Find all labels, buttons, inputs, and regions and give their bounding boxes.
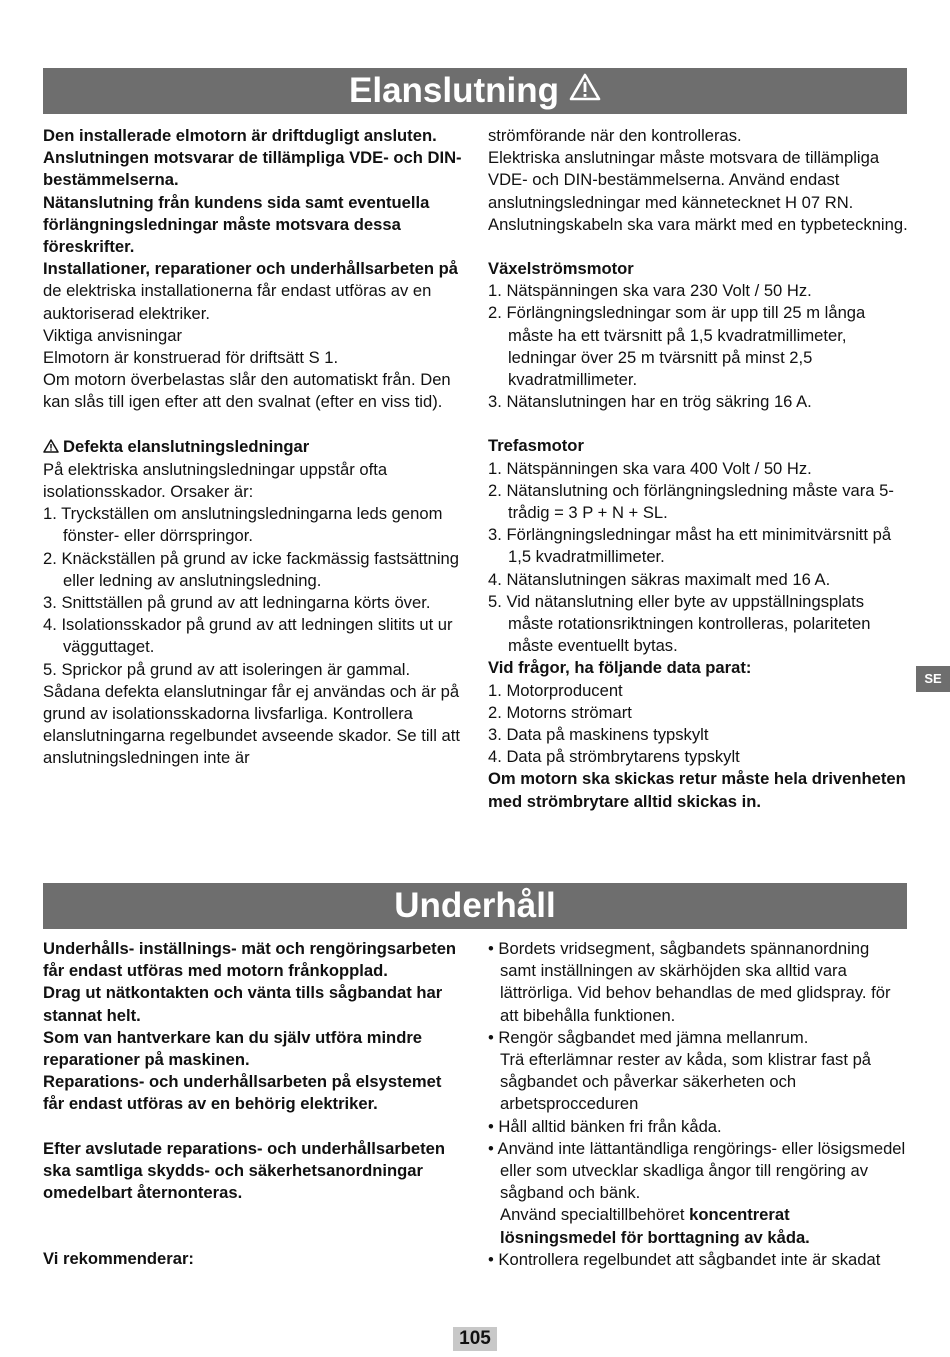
list-item: 3. Förlängningsledningar måst ha ett minimitvärsnitt på 1,5 kvadratmillimeter.	[488, 525, 892, 567]
paragraph: Använd specialtillbehöret koncentrerat lösningsmedel för borttagning av kåda.	[500, 1205, 810, 1247]
paragraph: strömförande när den kontrolleras.	[488, 126, 742, 145]
paragraph: Elektriska anslutningar måste motsvara de tillämpliga VDE- och DIN-bestämmelserna. Använd endast anslutningsledningar med kännetecknet H 07 RN. Anslutningskabeln ska vara märkt med en typbeteckning.	[488, 148, 908, 234]
return-note: Om motorn ska skickas retur måste hela drivenheten med strömbrytare alltid skickas in.	[488, 769, 906, 811]
warning-icon	[43, 437, 59, 459]
list-item: 5. Sprickor på grund av att isoleringen är gammal.	[43, 659, 411, 679]
paragraph: Trä efterlämnar rester av kåda, som klistrar fast på sågbandet och påverkar säkerheten och arbetsprocceduren	[500, 1050, 872, 1114]
list-item: 1. Motorproducent	[488, 680, 623, 700]
list-item: 1. Nätspänningen ska vara 400 Volt / 50 Hz.	[488, 458, 812, 478]
list-item: • Kontrollera regelbundet att sågbandet inte är skadat	[488, 1249, 881, 1269]
list-item: • Håll alltid bänken fri från kåda.	[488, 1116, 722, 1136]
list-item: 3. Nätanslutningen har en trög säkring 16 A.	[488, 392, 812, 412]
list-item: 4. Data på strömbrytarens typskylt	[488, 747, 740, 767]
list-item: • Rengör sågbandet med jämna mellanrum.	[488, 1027, 809, 1047]
list-item: • Använd inte lättantändliga rengörings- eller lösigsmedel eller som utvecklar skadliga ångor till rengöring av sågband och bänk.	[488, 1138, 906, 1203]
list-item: 2. Nätanslutning och förlängningsledning måste vara 5-trådig = 3 P + N + SL.	[488, 480, 894, 523]
defects-heading: Defekta elanslutningsledningar	[43, 436, 463, 459]
paragraph: Underhålls- inställnings- mät och rengöringsarbeten får endast utföras med motorn frånkopplad.	[43, 939, 457, 981]
page-number: 105	[453, 1327, 497, 1351]
list-item: 3. Data på maskinens typskylt	[488, 725, 709, 745]
underhall-left-column	[43, 938, 463, 1270]
questions-heading: Vid frågor, ha följande data parat:	[488, 658, 752, 678]
ac-motor-heading: Växelströmsmotor	[488, 259, 634, 279]
warning-icon	[569, 67, 601, 113]
list-item: 2. Knäckställen på grund av icke fackmässig fastsättning eller ledning av anslutningsledning.	[43, 548, 459, 590]
list-item: 3. Snittställen på grund av att ledningarna körts över.	[43, 593, 431, 613]
paragraph: På elektriska anslutningsledningar uppstår ofta isolationsskador. Orsaker är:	[43, 459, 388, 502]
paragraph: Sådana defekta elanslutningar får ej användas och är på grund av isolationsskadorna livsfarliga. Kontrollera elanslutningarna regelbundet avseende skador. Se till att anslutningsledningen inte är	[43, 681, 460, 768]
list-item: 1. Nätspänningen ska vara 230 Volt / 50 Hz.	[488, 281, 812, 301]
elanslutning-right-column	[488, 125, 908, 813]
list-item: • Bordets vridsegment, sågbandets spännanordning samt inställningen av skärhöjden ska alltid vara lättrörliga. Vid behov behandlas de med glidspray. för att bibehålla funktionen.	[488, 939, 891, 1025]
paragraph: Reparations- och underhållsarbeten på elsystemet får endast utföras av en behörig elektriker.	[43, 1072, 442, 1114]
list-item: 1. Tryckställen om anslutningsledningarna leds genom fönster- eller dörrspringor.	[43, 504, 443, 546]
paragraph: Om motorn överbelastas slår den automatiskt från. Den kan slås till igen efter att den svalnat (efter en viss tid).	[43, 370, 451, 412]
paragraph: Som van hantverkare kan du själv utföra mindre reparationer på maskinen.	[43, 1027, 423, 1070]
section-title: Elanslutning	[349, 71, 559, 110]
elanslutning-left-column	[43, 125, 463, 770]
paragraph: Nätanslutning från kundens sida samt eventuella förlängningsledningar måste motsvara dessa föreskrifter.	[43, 192, 430, 257]
list-item: 2. Förlängningsledningar som är upp till 25 m långa måste ha ett tvärsnitt på 1,5 kvadratmillimeter, ledningar över 25 m tvärsnitt på minst 2,5 kvadratmillimeter.	[488, 303, 866, 390]
paragraph: Anslutningen motsvarar de tillämpliga VDE- och DIN-bestämmelserna.	[43, 148, 462, 190]
paragraph: Efter avslutade reparations- och underhållsarbeten ska samtliga skydds- och säkerhetsanordningar omedelbart åternonteras.	[43, 1138, 446, 1203]
paragraph: Drag ut nätkontakten och vänta tills sågbandat har stannat helt.	[43, 983, 443, 1025]
list-item: 5. Vid nätanslutning eller byte av uppställningsplats måste rotationsriktningen kontrolleras, polariteten måste eventuellt bytas.	[488, 591, 871, 656]
paragraph: Viktiga anvisningar	[43, 325, 182, 345]
paragraph: Den installerade elmotorn är driftdugligt ansluten.	[43, 126, 437, 145]
recommend-heading: Vi rekommenderar:	[43, 1249, 194, 1269]
list-item: 4. Nätanslutningen säkras maximalt med 16 A.	[488, 569, 831, 589]
paragraph: de elektriska installationerna får endast utföras av en auktoriserad elektriker.	[43, 281, 432, 323]
paragraph: Elmotorn är konstruerad för driftsätt S 1.	[43, 348, 339, 368]
underhall-right-column	[488, 938, 908, 1271]
list-item: 4. Isolationsskador på grund av att ledningen slitits ut ur vägguttaget.	[43, 615, 453, 657]
section-banner-underhall	[43, 883, 907, 929]
section-banner-elanslutning	[43, 68, 907, 114]
language-tab: SE	[916, 666, 950, 692]
section-title: Underhåll	[394, 886, 556, 925]
paragraph: Installationer, reparationer och underhållsarbeten på	[43, 259, 458, 279]
three-phase-heading: Trefasmotor	[488, 436, 584, 456]
list-item: 2. Motorns strömart	[488, 702, 632, 722]
